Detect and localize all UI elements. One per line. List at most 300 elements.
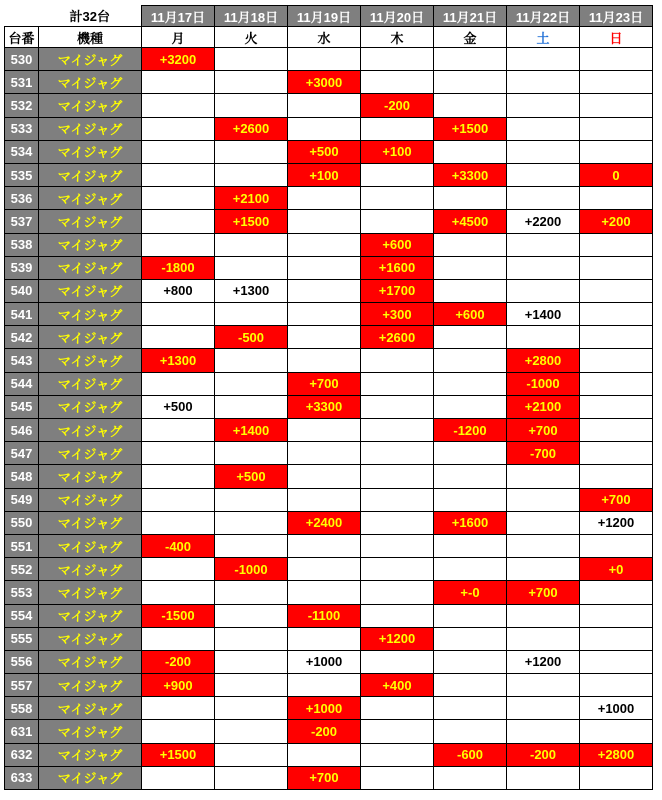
result-cell bbox=[215, 256, 288, 279]
result-cell: -1100 bbox=[288, 604, 361, 627]
machine-number-cell: 633 bbox=[5, 766, 39, 789]
machine-number-cell: 545 bbox=[5, 395, 39, 418]
weekday-header-wed: 水 bbox=[288, 27, 361, 48]
machine-number-cell: 534 bbox=[5, 140, 39, 163]
table-row bbox=[5, 720, 653, 743]
result-cell: +600 bbox=[361, 233, 434, 256]
result-cell bbox=[288, 534, 361, 557]
table-row bbox=[5, 48, 653, 71]
model-name-cell: マイジャグ bbox=[39, 534, 142, 557]
result-cell bbox=[580, 117, 653, 140]
result-cell bbox=[215, 650, 288, 673]
result-cell bbox=[507, 720, 580, 743]
weekday-header-sun: 日 bbox=[580, 27, 653, 48]
result-cell bbox=[507, 604, 580, 627]
result-cell bbox=[361, 71, 434, 94]
result-cell bbox=[434, 697, 507, 720]
result-cell bbox=[361, 442, 434, 465]
result-cell: -200 bbox=[507, 743, 580, 766]
result-cell bbox=[580, 534, 653, 557]
model-name-cell: マイジャグ bbox=[39, 743, 142, 766]
result-cell: +1400 bbox=[507, 303, 580, 326]
result-cell bbox=[142, 94, 215, 117]
result-cell bbox=[142, 697, 215, 720]
result-cell: +3200 bbox=[142, 48, 215, 71]
model-name-cell: マイジャグ bbox=[39, 650, 142, 673]
result-cell: +400 bbox=[361, 674, 434, 697]
result-cell: +700 bbox=[580, 488, 653, 511]
table-row bbox=[5, 650, 653, 673]
result-cell bbox=[142, 511, 215, 534]
result-cell: +1600 bbox=[361, 256, 434, 279]
table-row bbox=[5, 71, 653, 94]
table-row bbox=[5, 372, 653, 395]
result-cell bbox=[142, 163, 215, 186]
result-cell: +1200 bbox=[507, 650, 580, 673]
machine-number-cell: 535 bbox=[5, 163, 39, 186]
total-machines-label: 計32台 bbox=[39, 6, 142, 27]
result-cell bbox=[507, 326, 580, 349]
result-cell bbox=[142, 303, 215, 326]
machine-number-cell: 539 bbox=[5, 256, 39, 279]
result-cell bbox=[361, 163, 434, 186]
table-row bbox=[5, 627, 653, 650]
result-cell: +1200 bbox=[580, 511, 653, 534]
weekday-header-mon: 月 bbox=[142, 27, 215, 48]
result-cell bbox=[580, 48, 653, 71]
model-name-cell: マイジャグ bbox=[39, 187, 142, 210]
result-cell bbox=[142, 233, 215, 256]
result-cell bbox=[361, 465, 434, 488]
results-table bbox=[4, 5, 653, 790]
result-cell bbox=[434, 442, 507, 465]
result-cell: +100 bbox=[288, 163, 361, 186]
result-cell bbox=[288, 256, 361, 279]
result-cell: +0 bbox=[580, 558, 653, 581]
date-header-1: 11月17日 bbox=[142, 6, 215, 27]
result-cell bbox=[142, 326, 215, 349]
result-cell bbox=[434, 71, 507, 94]
weekday-header-sat: 土 bbox=[507, 27, 580, 48]
model-name-cell: マイジャグ bbox=[39, 349, 142, 372]
result-cell bbox=[580, 233, 653, 256]
result-cell bbox=[142, 71, 215, 94]
model-header: 機種 bbox=[39, 27, 142, 48]
date-header-5: 11月21日 bbox=[434, 6, 507, 27]
result-cell bbox=[142, 372, 215, 395]
result-cell bbox=[361, 187, 434, 210]
result-cell bbox=[507, 627, 580, 650]
result-cell bbox=[507, 558, 580, 581]
result-cell bbox=[288, 465, 361, 488]
table-row bbox=[5, 326, 653, 349]
result-cell bbox=[142, 117, 215, 140]
result-cell bbox=[434, 140, 507, 163]
result-cell bbox=[580, 720, 653, 743]
result-cell bbox=[215, 511, 288, 534]
model-name-cell: マイジャグ bbox=[39, 233, 142, 256]
result-cell bbox=[507, 279, 580, 302]
machine-number-cell: 552 bbox=[5, 558, 39, 581]
result-cell bbox=[288, 627, 361, 650]
result-cell bbox=[288, 48, 361, 71]
result-cell bbox=[434, 720, 507, 743]
result-cell bbox=[434, 94, 507, 117]
result-cell bbox=[580, 187, 653, 210]
result-cell bbox=[288, 94, 361, 117]
result-cell bbox=[361, 581, 434, 604]
machine-number-cell: 555 bbox=[5, 627, 39, 650]
result-cell: +700 bbox=[288, 372, 361, 395]
result-cell bbox=[215, 743, 288, 766]
result-cell bbox=[580, 766, 653, 789]
result-cell bbox=[288, 279, 361, 302]
result-cell: +1600 bbox=[434, 511, 507, 534]
result-cell bbox=[580, 442, 653, 465]
result-cell: +100 bbox=[361, 140, 434, 163]
model-name-cell: マイジャグ bbox=[39, 766, 142, 789]
result-cell: -200 bbox=[142, 650, 215, 673]
result-cell: -700 bbox=[507, 442, 580, 465]
result-cell bbox=[142, 210, 215, 233]
result-cell bbox=[288, 210, 361, 233]
result-cell bbox=[215, 349, 288, 372]
result-cell bbox=[507, 511, 580, 534]
result-cell bbox=[580, 395, 653, 418]
result-cell bbox=[215, 488, 288, 511]
result-cell bbox=[288, 233, 361, 256]
table-row bbox=[5, 442, 653, 465]
result-cell: -400 bbox=[142, 534, 215, 557]
result-cell bbox=[507, 187, 580, 210]
result-cell bbox=[361, 604, 434, 627]
result-cell bbox=[580, 256, 653, 279]
model-name-cell: マイジャグ bbox=[39, 627, 142, 650]
result-cell bbox=[434, 604, 507, 627]
result-cell bbox=[215, 766, 288, 789]
result-cell bbox=[434, 233, 507, 256]
result-cell: +2800 bbox=[507, 349, 580, 372]
result-cell bbox=[142, 140, 215, 163]
table-row bbox=[5, 187, 653, 210]
result-cell: -1200 bbox=[434, 419, 507, 442]
result-cell bbox=[215, 140, 288, 163]
result-cell bbox=[215, 163, 288, 186]
model-name-cell: マイジャグ bbox=[39, 163, 142, 186]
result-cell: -200 bbox=[361, 94, 434, 117]
machine-number-cell: 530 bbox=[5, 48, 39, 71]
model-name-cell: マイジャグ bbox=[39, 488, 142, 511]
result-cell bbox=[361, 372, 434, 395]
result-cell bbox=[361, 534, 434, 557]
machine-number-cell: 546 bbox=[5, 419, 39, 442]
result-cell: +2600 bbox=[215, 117, 288, 140]
result-cell bbox=[288, 558, 361, 581]
result-cell bbox=[215, 697, 288, 720]
result-cell bbox=[434, 674, 507, 697]
machine-number-header: 台番 bbox=[5, 27, 39, 48]
result-cell bbox=[507, 766, 580, 789]
result-cell bbox=[142, 766, 215, 789]
result-cell bbox=[288, 419, 361, 442]
model-name-cell: マイジャグ bbox=[39, 442, 142, 465]
result-cell bbox=[361, 511, 434, 534]
result-cell: +4500 bbox=[434, 210, 507, 233]
result-cell: -200 bbox=[288, 720, 361, 743]
result-cell: +1500 bbox=[434, 117, 507, 140]
machine-number-cell: 541 bbox=[5, 303, 39, 326]
result-cell bbox=[434, 256, 507, 279]
result-cell bbox=[580, 326, 653, 349]
result-cell bbox=[507, 94, 580, 117]
result-cell bbox=[361, 117, 434, 140]
result-cell bbox=[361, 720, 434, 743]
result-cell: +1300 bbox=[215, 279, 288, 302]
result-cell bbox=[215, 233, 288, 256]
machine-number-cell: 547 bbox=[5, 442, 39, 465]
result-cell: +2600 bbox=[361, 326, 434, 349]
machine-number-cell: 548 bbox=[5, 465, 39, 488]
result-cell: +3000 bbox=[288, 71, 361, 94]
column-header-row bbox=[5, 27, 653, 48]
result-cell bbox=[288, 743, 361, 766]
table-row bbox=[5, 256, 653, 279]
result-cell bbox=[215, 395, 288, 418]
result-cell bbox=[434, 395, 507, 418]
result-cell: +700 bbox=[507, 581, 580, 604]
table-row bbox=[5, 465, 653, 488]
machine-number-cell: 544 bbox=[5, 372, 39, 395]
result-cell: +500 bbox=[215, 465, 288, 488]
result-cell bbox=[361, 743, 434, 766]
table-row bbox=[5, 581, 653, 604]
table-row bbox=[5, 233, 653, 256]
result-cell: +900 bbox=[142, 674, 215, 697]
table-row bbox=[5, 511, 653, 534]
result-cell bbox=[507, 256, 580, 279]
table-row bbox=[5, 140, 653, 163]
result-cell: +2200 bbox=[507, 210, 580, 233]
result-cell: +2800 bbox=[580, 743, 653, 766]
model-name-cell: マイジャグ bbox=[39, 395, 142, 418]
result-cell bbox=[142, 627, 215, 650]
result-cell: +1000 bbox=[580, 697, 653, 720]
result-cell bbox=[361, 349, 434, 372]
result-cell bbox=[507, 465, 580, 488]
model-name-cell: マイジャグ bbox=[39, 256, 142, 279]
result-cell bbox=[434, 279, 507, 302]
result-cell bbox=[580, 674, 653, 697]
machine-number-cell: 631 bbox=[5, 720, 39, 743]
model-name-cell: マイジャグ bbox=[39, 117, 142, 140]
result-cell bbox=[580, 94, 653, 117]
model-name-cell: マイジャグ bbox=[39, 674, 142, 697]
result-cell bbox=[434, 326, 507, 349]
result-cell bbox=[215, 674, 288, 697]
result-cell bbox=[580, 71, 653, 94]
result-cell: +700 bbox=[288, 766, 361, 789]
result-cell: +1400 bbox=[215, 419, 288, 442]
result-cell bbox=[361, 558, 434, 581]
date-header-4: 11月20日 bbox=[361, 6, 434, 27]
result-cell: 0 bbox=[580, 163, 653, 186]
result-cell: +1300 bbox=[142, 349, 215, 372]
result-cell bbox=[215, 534, 288, 557]
model-name-cell: マイジャグ bbox=[39, 419, 142, 442]
date-header-row bbox=[5, 6, 653, 27]
result-cell bbox=[215, 720, 288, 743]
table-row bbox=[5, 534, 653, 557]
result-cell: +1200 bbox=[361, 627, 434, 650]
model-name-cell: マイジャグ bbox=[39, 372, 142, 395]
result-cell bbox=[507, 48, 580, 71]
result-cell bbox=[215, 581, 288, 604]
result-cell bbox=[288, 187, 361, 210]
table-row bbox=[5, 303, 653, 326]
result-cell bbox=[361, 395, 434, 418]
table-row bbox=[5, 395, 653, 418]
result-cell bbox=[434, 627, 507, 650]
result-cell bbox=[580, 604, 653, 627]
model-name-cell: マイジャグ bbox=[39, 581, 142, 604]
result-cell: -1000 bbox=[215, 558, 288, 581]
result-cell bbox=[288, 349, 361, 372]
result-cell: -1000 bbox=[507, 372, 580, 395]
result-cell: +600 bbox=[434, 303, 507, 326]
result-cell bbox=[142, 581, 215, 604]
machine-number-cell: 540 bbox=[5, 279, 39, 302]
machine-number-cell: 557 bbox=[5, 674, 39, 697]
table-row bbox=[5, 743, 653, 766]
model-name-cell: マイジャグ bbox=[39, 604, 142, 627]
machine-number-cell: 533 bbox=[5, 117, 39, 140]
date-header-6: 11月22日 bbox=[507, 6, 580, 27]
result-cell: +1500 bbox=[215, 210, 288, 233]
result-cell bbox=[580, 650, 653, 673]
result-cell bbox=[580, 279, 653, 302]
result-cell bbox=[215, 372, 288, 395]
result-cell: +2400 bbox=[288, 511, 361, 534]
result-cell: +1700 bbox=[361, 279, 434, 302]
result-cell bbox=[434, 766, 507, 789]
result-cell: +300 bbox=[361, 303, 434, 326]
result-cell bbox=[434, 372, 507, 395]
date-header-3: 11月19日 bbox=[288, 6, 361, 27]
table-row bbox=[5, 604, 653, 627]
result-cell bbox=[142, 720, 215, 743]
machine-number-cell: 532 bbox=[5, 94, 39, 117]
result-cell bbox=[215, 442, 288, 465]
result-cell bbox=[215, 71, 288, 94]
result-cell bbox=[288, 581, 361, 604]
result-cell bbox=[142, 187, 215, 210]
result-cell bbox=[507, 117, 580, 140]
result-cell: +2100 bbox=[507, 395, 580, 418]
result-cell bbox=[288, 488, 361, 511]
result-cell bbox=[434, 349, 507, 372]
table-row bbox=[5, 210, 653, 233]
machine-number-cell: 556 bbox=[5, 650, 39, 673]
table-row bbox=[5, 766, 653, 789]
result-cell bbox=[215, 94, 288, 117]
result-cell bbox=[288, 326, 361, 349]
machine-number-cell: 558 bbox=[5, 697, 39, 720]
model-name-cell: マイジャグ bbox=[39, 326, 142, 349]
result-cell: +500 bbox=[288, 140, 361, 163]
result-cell: -600 bbox=[434, 743, 507, 766]
result-cell bbox=[507, 163, 580, 186]
result-cell bbox=[580, 140, 653, 163]
result-cell bbox=[434, 48, 507, 71]
model-name-cell: マイジャグ bbox=[39, 140, 142, 163]
result-cell bbox=[580, 349, 653, 372]
result-cell: -1800 bbox=[142, 256, 215, 279]
table-row bbox=[5, 349, 653, 372]
model-name-cell: マイジャグ bbox=[39, 465, 142, 488]
result-cell bbox=[142, 465, 215, 488]
result-cell: +2100 bbox=[215, 187, 288, 210]
result-cell: +-0 bbox=[434, 581, 507, 604]
model-name-cell: マイジャグ bbox=[39, 48, 142, 71]
result-cell bbox=[361, 650, 434, 673]
date-header-2: 11月18日 bbox=[215, 6, 288, 27]
result-cell: -1500 bbox=[142, 604, 215, 627]
table-row bbox=[5, 419, 653, 442]
model-name-cell: マイジャグ bbox=[39, 94, 142, 117]
table-row bbox=[5, 163, 653, 186]
result-cell bbox=[215, 303, 288, 326]
result-cell bbox=[434, 650, 507, 673]
model-name-cell: マイジャグ bbox=[39, 511, 142, 534]
result-cell bbox=[215, 48, 288, 71]
machine-number-cell: 543 bbox=[5, 349, 39, 372]
result-cell bbox=[288, 442, 361, 465]
result-cell bbox=[361, 419, 434, 442]
result-cell bbox=[288, 303, 361, 326]
table-row bbox=[5, 674, 653, 697]
result-cell bbox=[434, 488, 507, 511]
model-name-cell: マイジャグ bbox=[39, 210, 142, 233]
machine-number-cell: 536 bbox=[5, 187, 39, 210]
result-cell: +1500 bbox=[142, 743, 215, 766]
machine-number-cell: 632 bbox=[5, 743, 39, 766]
result-cell bbox=[507, 140, 580, 163]
result-cell bbox=[434, 465, 507, 488]
result-cell bbox=[361, 210, 434, 233]
result-cell bbox=[507, 71, 580, 94]
result-cell bbox=[507, 488, 580, 511]
result-cell bbox=[580, 372, 653, 395]
machine-number-cell: 531 bbox=[5, 71, 39, 94]
result-cell: +3300 bbox=[288, 395, 361, 418]
result-cell bbox=[580, 419, 653, 442]
weekday-header-tue: 火 bbox=[215, 27, 288, 48]
machine-number-cell: 554 bbox=[5, 604, 39, 627]
model-name-cell: マイジャグ bbox=[39, 697, 142, 720]
model-name-cell: マイジャグ bbox=[39, 71, 142, 94]
model-name-cell: マイジャグ bbox=[39, 303, 142, 326]
result-cell: +200 bbox=[580, 210, 653, 233]
result-cell bbox=[507, 233, 580, 256]
result-cell bbox=[142, 558, 215, 581]
result-cell: +1000 bbox=[288, 650, 361, 673]
result-cell bbox=[361, 48, 434, 71]
result-cell bbox=[142, 442, 215, 465]
result-cell bbox=[580, 627, 653, 650]
result-cell bbox=[361, 697, 434, 720]
result-cell bbox=[580, 465, 653, 488]
result-cell bbox=[361, 488, 434, 511]
